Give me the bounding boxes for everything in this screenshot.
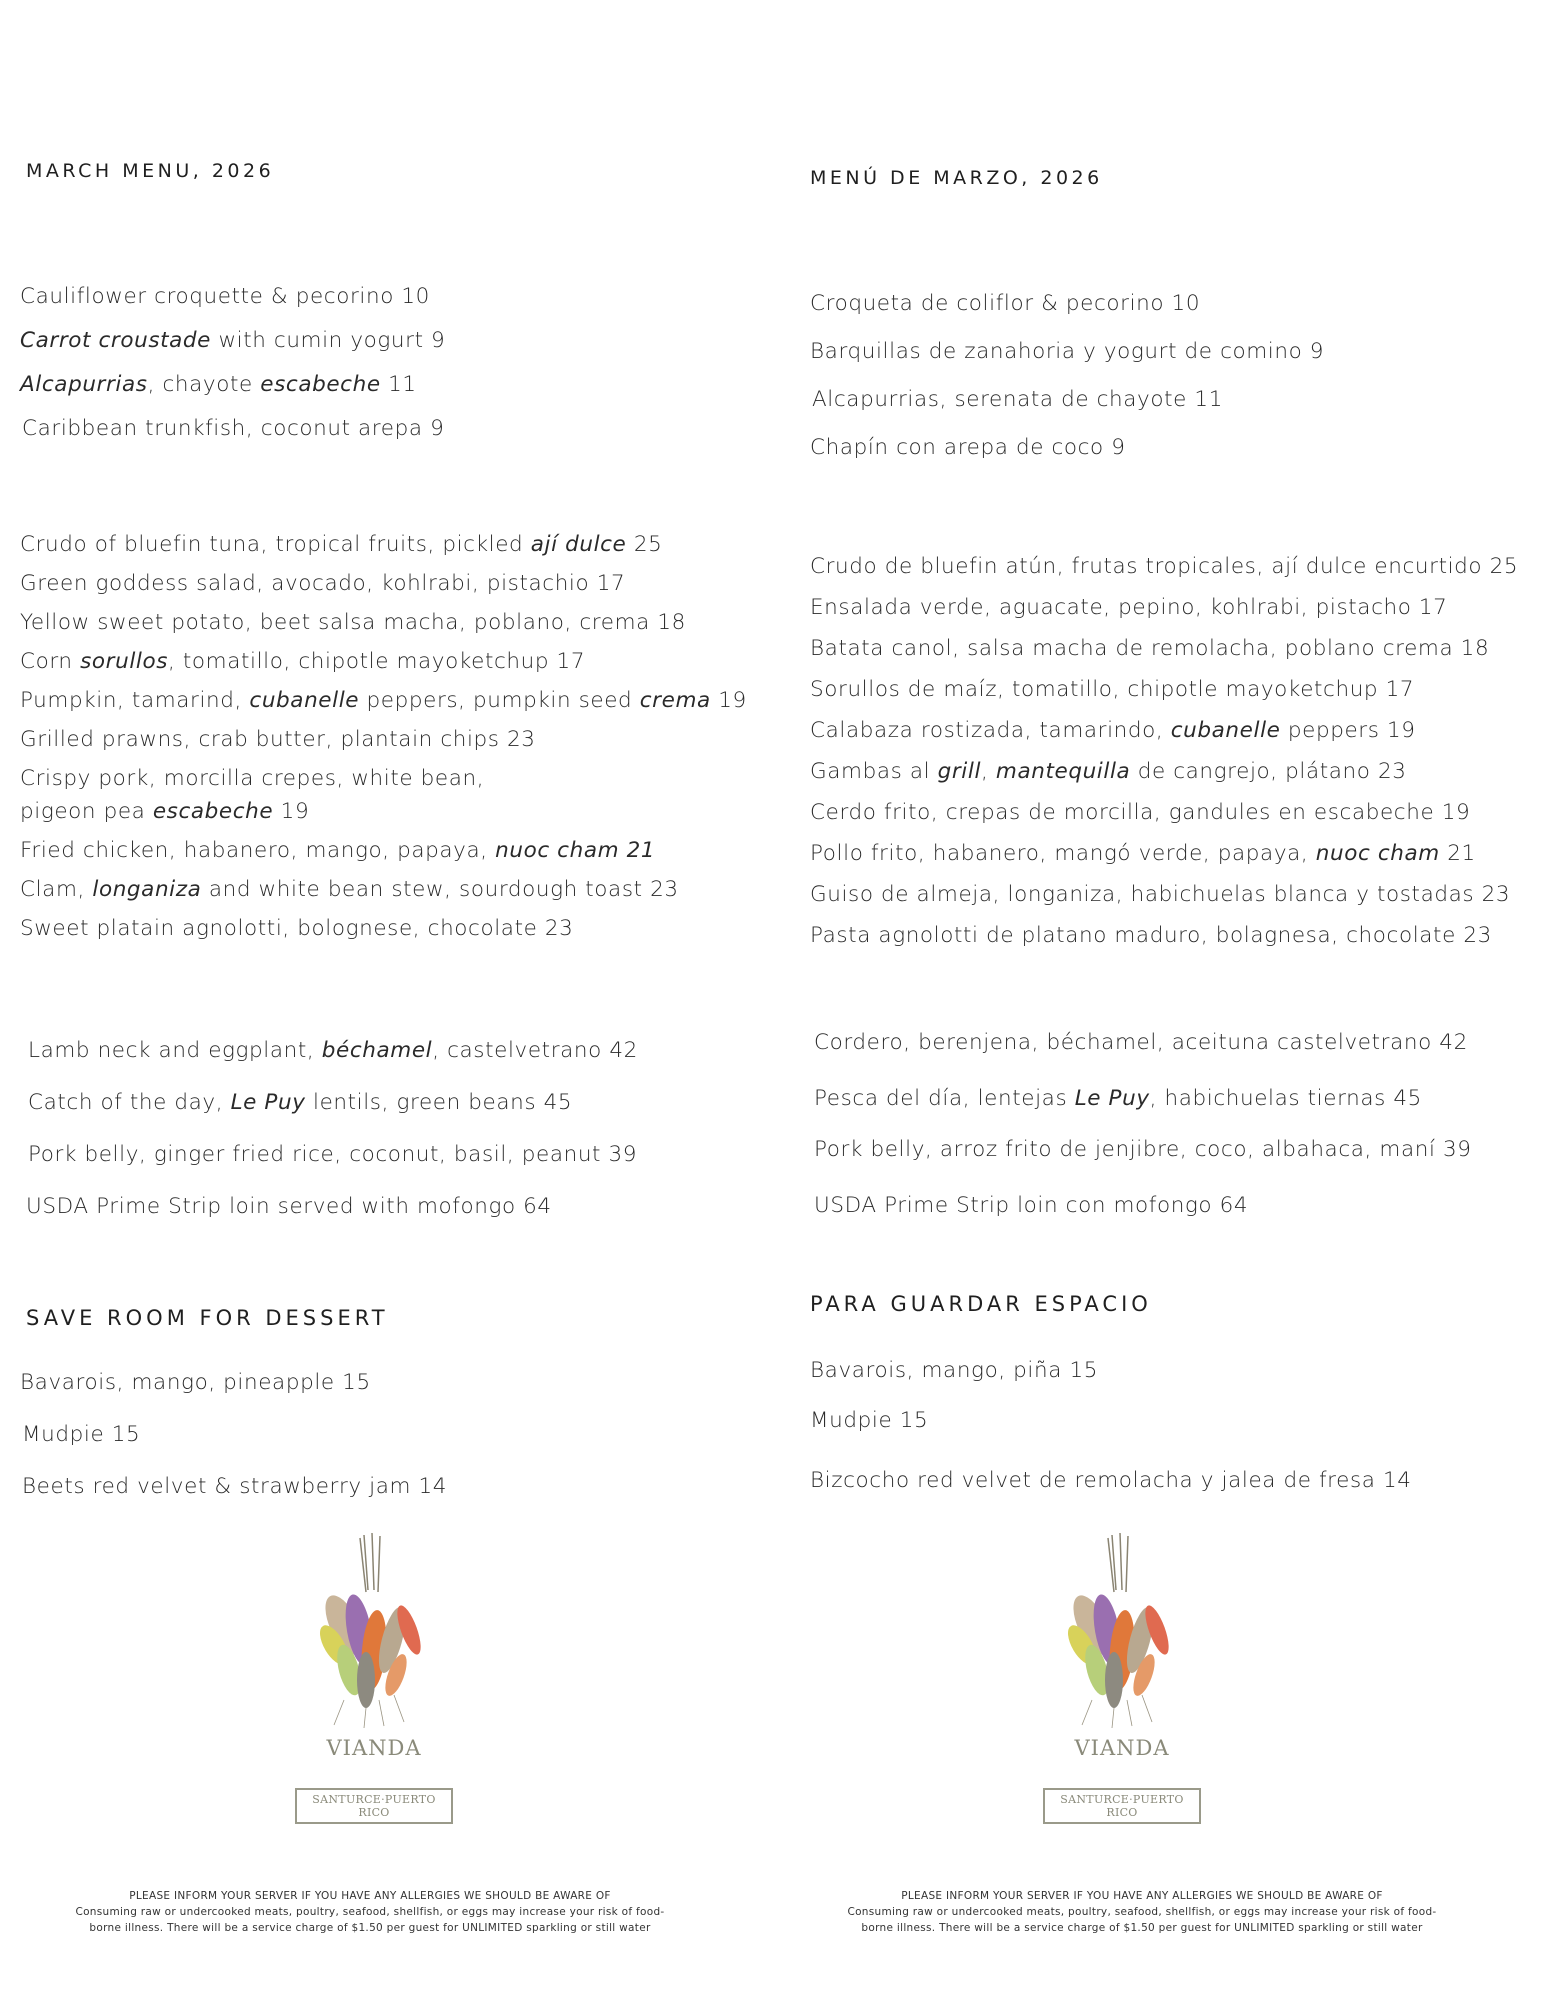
brand-location: SANTURCE·PUERTO RICO — [1043, 1788, 1201, 1824]
menu-item: Pork belly, arroz frito de jenjibre, coco, albahaca, maní 39 — [814, 1137, 1472, 1162]
menu-item: Sweet platain agnolotti, bolognese, chocolate 23 — [20, 916, 574, 941]
menu-item: Fried chicken, habanero, mango, papaya, nuoc cham 21 — [20, 838, 656, 863]
menu-item: Corn sorullos, tomatillo, chipotle mayoketchup 17 — [20, 649, 586, 674]
menu-title: MARCH MENU, 2026 — [26, 160, 275, 182]
menu-item: Grilled prawns, crab butter, plantain chips 23 — [20, 727, 536, 752]
menu-item: Catch of the day, Le Puy lentils, green beans 45 — [28, 1090, 573, 1115]
menu-item: Crudo de bluefin atún, frutas tropicales, ají dulce encurtido 25 — [810, 554, 1519, 579]
menu-item: Chapín con arepa de coco 9 — [810, 435, 1126, 460]
menu-item: Bizcocho red velvet de remolacha y jalea de fresa 14 — [810, 1468, 1412, 1493]
menu-item: Gambas al grill, mantequilla de cangrejo, plátano 23 — [810, 759, 1407, 784]
menu-item: USDA Prime Strip loin con mofongo 64 — [814, 1193, 1249, 1218]
menu-item: Carrot croustade with cumin yogurt 9 — [20, 328, 446, 353]
menu-item: Bavarois, mango, piña 15 — [810, 1358, 1098, 1383]
menu-item: Guiso de almeja, longaniza, habichuelas blanca y tostadas 23 — [810, 882, 1511, 907]
menu-item: Ensalada verde, aguacate, pepino, kohlrabi, pistacho 17 — [810, 595, 1448, 620]
menu-item: Crudo of bluefin tuna, tropical fruits, pickled ají dulce 25 — [20, 532, 663, 557]
menu-item: Beets red velvet & strawberry jam 14 — [22, 1474, 448, 1499]
menu-item: Alcapurrias, chayote escabeche 11 — [20, 372, 417, 397]
menu-item: Clam, longaniza and white bean stew, sourdough toast 23 — [20, 877, 679, 902]
menu-item: Caribbean trunkfish, coconut arepa 9 — [22, 416, 445, 441]
menu-item: Mudpie 15 — [810, 1408, 929, 1433]
menu-item: USDA Prime Strip loin served with mofongo 64 — [26, 1194, 552, 1219]
menu-item: Pork belly, ginger fried rice, coconut, basil, peanut 39 — [28, 1142, 638, 1167]
dessert-title: SAVE ROOM FOR DESSERT — [26, 1306, 389, 1330]
menu-item: Sorullos de maíz, tomatillo, chipotle mayoketchup 17 — [810, 677, 1415, 702]
menu-title: MENÚ DE MARZO, 2026 — [810, 167, 1103, 189]
menu-item: Batata canol, salsa macha de remolacha, poblano crema 18 — [810, 636, 1490, 661]
menu-item: Pumpkin, tamarind, cubanelle peppers, pumpkin seed crema 19 — [20, 688, 747, 713]
brand-location: SANTURCE·PUERTO RICO — [295, 1788, 453, 1824]
vianda-logo — [972, 1530, 1272, 1824]
root-vegetables-icon — [1052, 1530, 1192, 1730]
menu-item: Mudpie 15 — [22, 1422, 141, 1447]
menu-item: Bavarois, mango, pineapple 15 — [20, 1370, 371, 1395]
menu-item: Cauliflower croquette & pecorino 10 — [20, 284, 430, 309]
menu-item: pigeon pea escabeche 19 — [20, 799, 310, 824]
menu-item: Pasta agnolotti de platano maduro, bolagnesa, chocolate 23 — [810, 923, 1492, 948]
spanish-menu — [782, 0, 1542, 2000]
brand-name: VIANDA — [1074, 1736, 1170, 1760]
menu-item: Cordero, berenjena, béchamel, aceituna castelvetrano 42 — [814, 1030, 1468, 1055]
root-vegetables-icon — [304, 1530, 444, 1730]
allergy-notice: PLEASE INFORM YOUR SERVER IF YOU HAVE ANY ALLERGIES WE SHOULD BE AWARE OF Consuming raw or undercooked meats, poultry, seafood, shellfish, or eggs may increase your risk of food- borne illness. There will be a service charge of $1.50 per guest for UNLIMITED sparkling or still water — [847, 1890, 1437, 1934]
menu-item: Alcapurrias, serenata de chayote 11 — [812, 387, 1223, 412]
dessert-title: PARA GUARDAR ESPACIO — [810, 1292, 1152, 1316]
menu-item: Barquillas de zanahoria y yogurt de comino 9 — [810, 339, 1325, 364]
menu-item: Crispy pork, morcilla crepes, white bean, — [20, 766, 485, 791]
english-menu — [0, 0, 760, 2000]
allergy-notice: PLEASE INFORM YOUR SERVER IF YOU HAVE ANY ALLERGIES WE SHOULD BE AWARE OF Consuming raw or undercooked meats, poultry, seafood, shellfish, or eggs may increase your risk of food- borne illness. There will be a service charge of $1.50 per guest for UNLIMITED sparkling or still water — [75, 1890, 665, 1934]
menu-item: Green goddess salad, avocado, kohlrabi, pistachio 17 — [20, 571, 626, 596]
menu-item: Yellow sweet potato, beet salsa macha, poblano, crema 18 — [20, 610, 686, 635]
menu-item: Pollo frito, habanero, mangó verde, papaya, nuoc cham 21 — [810, 841, 1476, 866]
vianda-logo — [224, 1530, 524, 1824]
menu-item: Pesca del día, lentejas Le Puy, habichuelas tiernas 45 — [814, 1086, 1422, 1111]
menu-item: Cerdo frito, crepas de morcilla, gandules en escabeche 19 — [810, 800, 1471, 825]
brand-name: VIANDA — [326, 1736, 422, 1760]
menu-item: Calabaza rostizada, tamarindo, cubanelle peppers 19 — [810, 718, 1416, 743]
menu-item: Lamb neck and eggplant, béchamel, castelvetrano 42 — [28, 1038, 638, 1063]
menu-item: Croqueta de coliflor & pecorino 10 — [810, 291, 1201, 316]
